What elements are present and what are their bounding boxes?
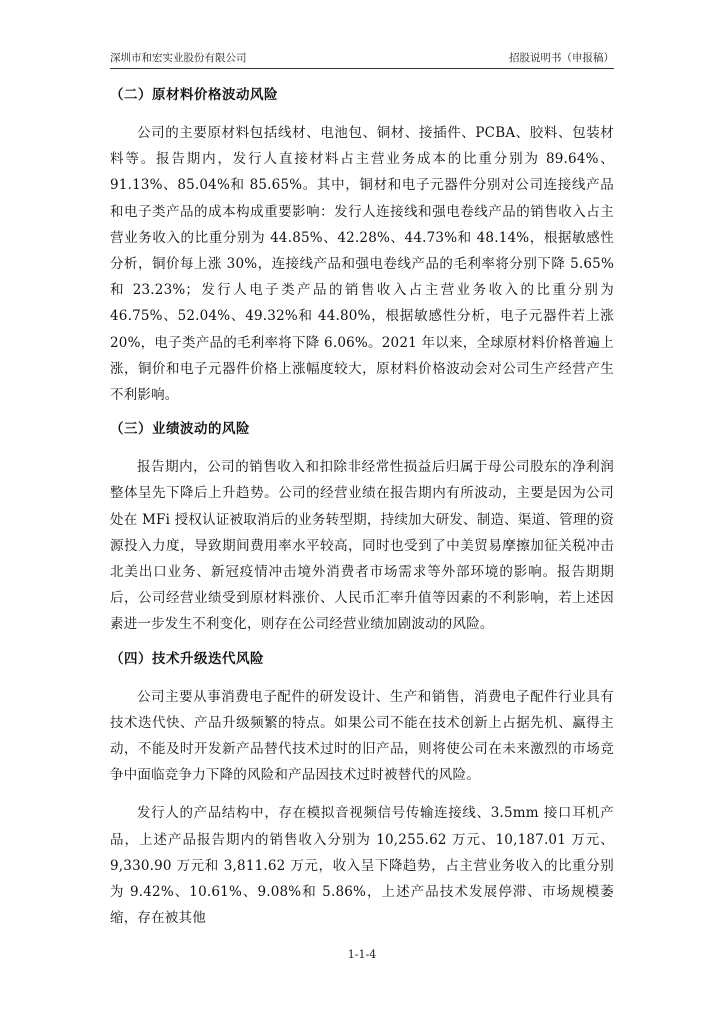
page-body xyxy=(110,84,614,931)
paragraph-raw-material-risk: 公司的主要原材料包括线材、电池包、铜材、接插件、PCBA、胶料、包装材料等。报告期内，发行人直接材料占主营业务成本的比重分别为 89.64%、91.13%、85.04%和 85.65%。其中，铜材和电子元器件分别对公司连接线产品和电子类产品的成本构成重要影响：发行人连接线和强电卷线产品的销售收入占主营业务收入的比重分别为 44.85%、42.28%、44.73%和 48.14%，根据敏感性分析，铜价每上涨 30%，连接线产品和强电卷线产品的毛利率将分别下降 5.65%和 23.23%；发行人电子类产品的销售收入占主营业务收入的比重分别为 46.75%、52.04%、49.32%和 44.80%，根据敏感性分析，电子元器件若上涨 20%，电子类产品的毛利率将下降 6.06%。2021 年以来，全球原材料价格普遍上涨，铜价和电子元器件价格上涨幅度较大，原材料价格波动会对公司生产经营产生不利影响。 xyxy=(110,125,614,404)
paragraph-technology-risk-1: 公司主要从事消费电子配件的研发设计、生产和销售，消费电子配件行业具有技术迭代快、产品升级频繁的特点。如果公司不能在技术创新上占据先机、赢得主动，不能及时开发新产品替代技术过时的旧产品，则将使公司在未来激烈的市场竞争中面临竞争力下降的风险和产品因技术过时被替代的风险。 xyxy=(110,688,614,784)
page-number: 1-1-4 xyxy=(347,948,377,961)
header-company-name: 深圳市和宏实业股份有限公司 xyxy=(110,52,247,64)
header-document-title: 招股说明书（申报稿） xyxy=(509,52,614,64)
paragraph-performance-risk: 报告期内，公司的销售收入和扣除非经常性损益后归属于母公司股东的净利润整体呈先下降后上升趋势。公司的经营业绩在报告期内有所波动，主要是因为公司处在 MFi 授权认证被取消后的业务转型期，持续加大研发、制造、渠道、管理的资源投入力度，导致期间费用率水平较高，同时也受到了中美贸易摩擦加征关税冲击北美出口业务、新冠疫情冲击境外消费者市场需求等外部环境的影响。报告期期后，公司经营业绩受到原材料涨价、人民币汇率升值等因素的不利影响，若上述因素进一步发生不利变化，则存在公司经营业绩加剧波动的风险。 xyxy=(110,459,614,633)
header-rule xyxy=(110,68,614,69)
paragraph-technology-risk-2: 发行人的产品结构中，存在模拟音视频信号传输连接线、3.5mm 接口耳机产品，上述产品报告期内的销售收入分别为 10,255.62 万元、10,187.01 万元、9,330.90 万元和 3,811.62 万元，收入呈下降趋势，占主营业务收入的比重分别为 9.42%、10.61%、9.08%和 5.86%，上述产品技术发展停滞、市场规模萎缩，存在被其他 xyxy=(110,805,614,927)
running-header xyxy=(110,50,614,66)
section-heading-performance-risk: （三）业绩波动的风险 xyxy=(110,421,250,438)
section-heading-technology-risk: （四）技术升级迭代风险 xyxy=(110,650,264,667)
section-heading-raw-material-risk: （二）原材料价格波动风险 xyxy=(110,87,278,103)
